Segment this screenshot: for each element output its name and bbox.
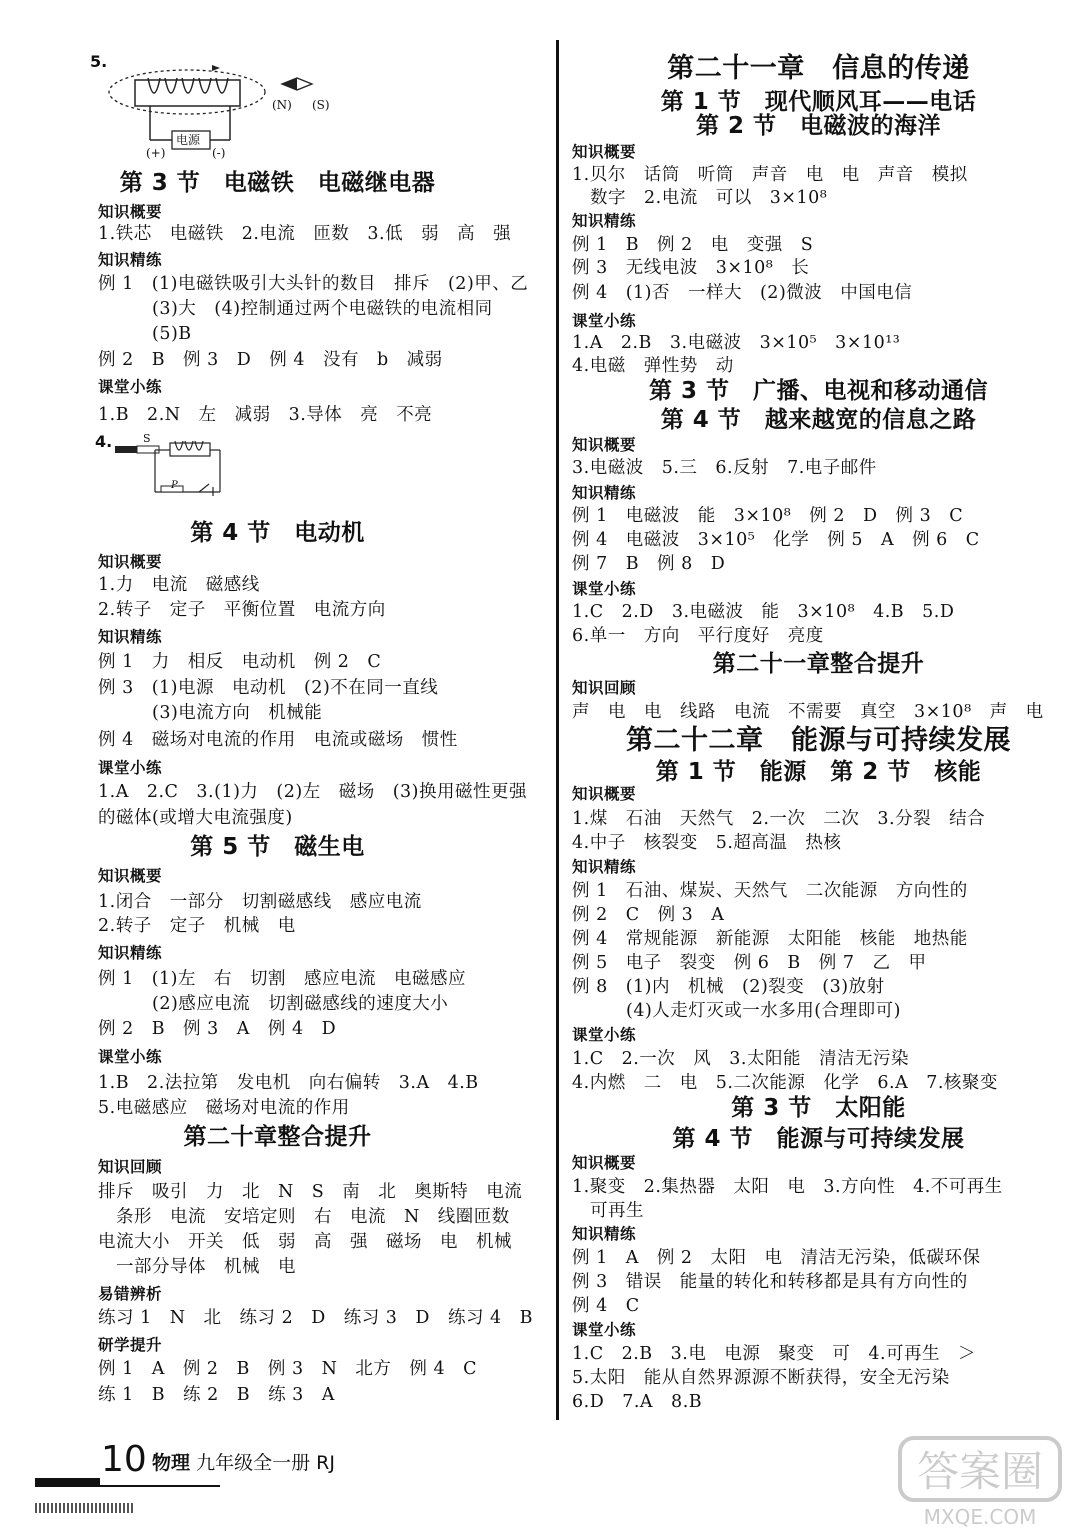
section-heading: 课堂小练 [572,312,637,330]
answer-line: 5.太阳 能从自然界源源不断获得，安全无污染 [572,1368,950,1388]
section-heading: 知识精练 [98,944,163,962]
answer-line: 5.电磁感应 磁场对电流的作用 [98,1098,350,1118]
page-footer-subject [152,1451,335,1475]
answer-line: 例 3 错误 能量的转化和转移都是具有方向性的 [572,1272,968,1292]
section-title: 第 4 节 能源与可持续发展 [672,1126,965,1152]
answer-line: 例 1 B 例 2 电 变强 S [572,235,814,255]
section-heading: 课堂小练 [98,378,163,396]
answer-line: 例 7 B 例 8 D [572,554,726,574]
answer-line: 1.C 2.B 3.电 电源 聚变 可 4.可再生 ＞ [572,1344,977,1364]
section-title: 第 2 节 电磁波的海洋 [695,113,942,139]
subject: 物理 [152,1452,191,1474]
answer-line: 例 1 电磁波 能 3×10⁸ 例 2 D 例 3 C [572,506,964,526]
plus-label: (+) [146,146,166,160]
section-heading: 知识概要 [572,143,637,161]
answer-line: 1.B 2.N 左 减弱 3.导体 亮 不亮 [98,405,433,425]
answer-line: 4.电磁 弹性势 动 [572,356,734,376]
answer-line: 1.闭合 一部分 切割磁感线 感应电流 [98,892,422,912]
answer-line: 例 1 石油、煤炭、天然气 二次能源 方向性的 [572,881,968,901]
section-heading: 知识概要 [98,553,163,571]
answer-line: 1.聚变 2.集热器 太阳 电 3.方向性 4.不可再生 [572,1177,1003,1197]
solenoid-diagram [90,52,390,164]
answer-line: 1.力 电流 磁感线 [98,575,260,595]
answer-line: (4)人走灯灭或一水多用(合理即可) [572,1001,901,1021]
chapter-title: 第二十一章 信息的传递 [667,53,970,84]
section-heading: 知识概要 [572,785,637,803]
answer-line: 练习 1 N 北 练习 2 D 练习 3 D 练习 4 B [98,1308,534,1328]
grade: 九年级全一册 [196,1452,311,1474]
minus-label: (-) [212,146,226,160]
figure-5-label: 5. [90,52,108,71]
answer-line: (3)电流方向 机械能 [98,703,323,723]
answer-line: (5)B [98,324,192,344]
section-heading: 课堂小练 [572,1321,637,1339]
watermark-url: MXQE.COM [923,1505,1037,1529]
section-heading: 易错辨析 [98,1285,163,1303]
answer-line: 例 2 B 例 3 A 例 4 D [98,1019,337,1039]
box-label: 电源 [176,133,201,147]
answer-line: 例 2 B 例 3 D 例 4 没有 b 减弱 [98,350,443,370]
section-heading: 知识概要 [98,867,163,885]
section-title: 第二十一章整合提升 [712,651,925,677]
answer-line: 数字 2.电流 可以 3×10⁸ [572,188,828,208]
section-heading: 课堂小练 [98,759,163,777]
section-title: 第 3 节 广播、电视和移动通信 [648,378,989,404]
chapter-title: 第二十二章 能源与可持续发展 [626,725,1011,756]
answer-line: 1.铁芯 电磁铁 2.电流 匝数 3.低 弱 高 强 [98,224,512,244]
answer-line: 例 1 (1)电磁铁吸引大头针的数目 排斥 (2)甲、乙 [98,274,529,294]
section-title: 第 4 节 电动机 [190,520,365,546]
answer-line: 例 5 电子 裂变 例 6 B 例 7 乙 甲 [572,953,927,973]
section-heading: 知识精练 [572,1225,637,1243]
answer-line: 1.A 2.B 3.电磁波 3×10⁵ 3×10¹³ [572,333,901,353]
section-title: 第二十章整合提升 [183,1124,372,1150]
answer-line: 例 3 无线电波 3×10⁸ 长 [572,258,810,278]
section-heading: 知识回顾 [572,679,637,697]
section-heading: 知识精练 [572,484,637,502]
section-heading: 研学提升 [98,1336,163,1354]
answer-line: 一部分导体 机械 电 [98,1257,296,1277]
section-title: 第 3 节 太阳能 [731,1095,906,1121]
answer-line: 4.中子 核裂变 5.超高温 热核 [572,833,842,853]
answer-line: 2.转子 定子 平衡位置 电流方向 [98,600,386,620]
answer-line: 3.电磁波 5.三 6.反射 7.电子邮件 [572,458,877,478]
watermark-logo [890,1430,1070,1530]
answer-line: 4.内燃 二 电 5.二次能源 化学 6.A 7.核聚变 [572,1073,998,1093]
footer-dashes [35,1503,133,1513]
answer-line: 例 3 (1)电源 电动机 (2)不在同一直线 [98,678,439,698]
column-divider [556,40,559,1420]
section-heading: 知识概要 [572,436,637,454]
figure-4 [95,432,255,502]
answer-line: 可再生 [572,1201,644,1221]
answer-line: 例 8 (1)内 机械 (2)裂变 (3)放射 [572,977,885,997]
section-title: 第 4 节 越来越宽的信息之路 [660,407,977,433]
n-label: (N) [272,98,292,112]
answer-line: 排斥 吸引 力 北 N S 南 北 奥斯特 电流 [98,1182,523,1202]
answer-line: 练 1 B 练 2 B 练 3 A [98,1385,335,1405]
coil-circuit-diagram [95,432,255,502]
answer-line: 例 4 C [572,1296,640,1316]
rheostat-p-label: P [171,480,178,491]
answer-line: 2.转子 定子 机械 电 [98,916,296,936]
section-title: 第 1 节 现代顺风耳——电话 [660,89,977,115]
answer-line: 6.D 7.A 8.B [572,1392,703,1412]
section-heading: 课堂小练 [572,1026,637,1044]
answer-line: 例 4 (1)否 一样大 (2)微波 中国电信 [572,283,913,303]
answer-line: 6.单一 方向 平行度好 亮度 [572,626,824,646]
answer-line: 例 4 电磁波 3×10⁵ 化学 例 5 A 例 6 C [572,530,980,550]
answer-line: 声 电 电 线路 电流 不需要 真空 3×10⁸ 声 电 [572,702,1044,722]
answer-line: 1.贝尔 话筒 听筒 声音 电 电 声音 模拟 [572,165,968,185]
section-heading: 知识精练 [98,628,163,646]
answer-line: 电流大小 开关 低 弱 高 强 磁场 电 机械 [98,1232,512,1252]
answer-line: 例 1 力 相反 电动机 例 2 C [98,652,382,672]
figure-4-label: 4. [95,432,113,451]
magnet-s-label: S [143,432,151,445]
section-title: 第 5 节 磁生电 [190,834,365,860]
s-label: (S) [312,98,330,112]
answer-line: 条形 电流 安培定则 右 电流 N 线圈匝数 [98,1207,510,1227]
section-title: 第 3 节 电磁铁 电磁继电器 [119,170,436,196]
footer-rule [35,1485,220,1487]
section-heading: 知识精练 [98,251,163,269]
section-heading: 知识精练 [572,858,637,876]
section-heading: 知识概要 [572,1154,637,1172]
watermark-text: 答案圈 [916,1447,1044,1496]
answer-line: 例 4 常规能源 新能源 太阳能 核能 地热能 [572,929,968,949]
answer-line: 例 1 A 例 2 B 例 3 N 北方 例 4 C [98,1359,477,1379]
answer-line: 例 1 (1)左 右 切割 感应电流 电磁感应 [98,969,466,989]
section-title: 第 1 节 能源 第 2 节 核能 [655,759,982,785]
answer-line: 1.C 2.D 3.电磁波 能 3×10⁸ 4.B 5.D [572,602,955,622]
answer-line: 例 2 C 例 3 A [572,905,725,925]
figure-5 [90,52,390,164]
answer-line: 例 4 磁场对电流的作用 电流或磁场 惯性 [98,730,458,750]
answer-line: 1.B 2.法拉第 发电机 向右偏转 3.A 4.B [98,1073,479,1093]
answer-line: (2)感应电流 切割磁感线的速度大小 [98,994,449,1014]
section-heading: 知识回顾 [98,1158,163,1176]
section-heading: 课堂小练 [98,1048,163,1066]
section-heading: 知识精练 [572,212,637,230]
section-heading: 知识概要 [98,203,163,221]
answer-line: 1.A 2.C 3.(1)力 (2)左 磁场 (3)换用磁性更强 [98,782,527,802]
section-heading: 课堂小练 [572,580,637,598]
answer-line: 的磁体(或增大电流强度) [98,808,293,828]
answer-line: 例 1 A 例 2 太阳 电 清洁无污染，低碳环保 [572,1248,981,1268]
page-number: 10 [101,1439,147,1480]
edition: RJ [316,1452,335,1474]
answer-line: 1.煤 石油 天然气 2.一次 二次 3.分裂 结合 [572,809,986,829]
answer-line: 1.C 2.一次 风 3.太阳能 清洁无污染 [572,1049,909,1069]
answer-line: (3)大 (4)控制通过两个电磁铁的电流相同 [98,299,493,319]
